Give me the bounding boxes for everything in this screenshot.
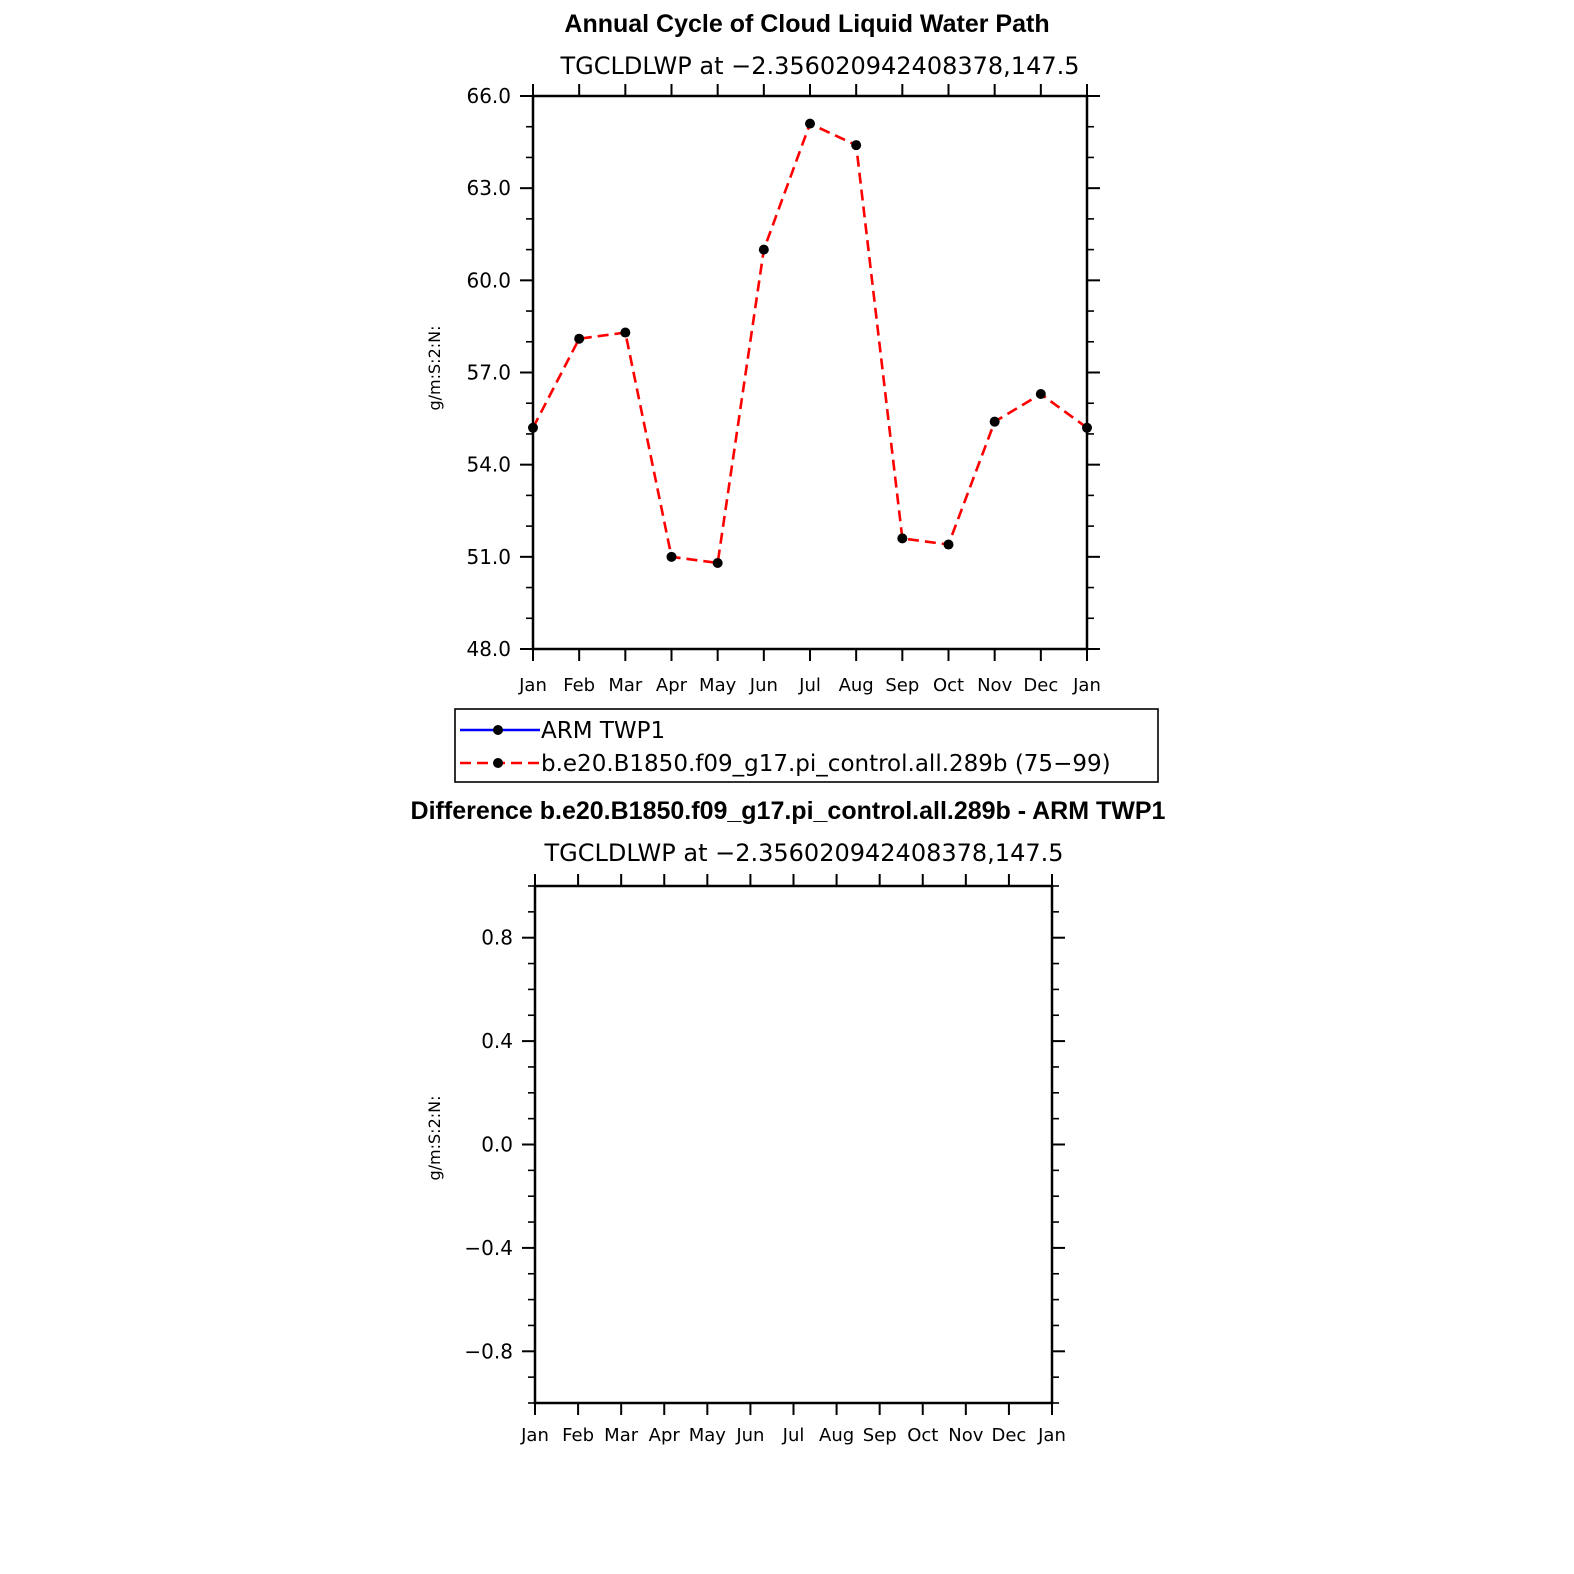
legend-marker-arm bbox=[493, 725, 503, 735]
legend-label-arm: ARM TWP1 bbox=[541, 718, 666, 744]
x-tick-label: Nov bbox=[977, 675, 1013, 696]
data-point bbox=[574, 334, 584, 344]
data-point bbox=[713, 558, 723, 568]
legend-marker-model bbox=[493, 758, 503, 768]
series-line bbox=[533, 124, 1087, 563]
data-point bbox=[851, 140, 861, 150]
y-tick-label: 66.0 bbox=[466, 84, 511, 108]
x-tick-label: Jul bbox=[799, 675, 821, 696]
y-tick-label: 0.8 bbox=[481, 925, 513, 950]
x-tick-label: Nov bbox=[948, 1425, 984, 1446]
y-tick-label: 54.0 bbox=[466, 452, 511, 477]
y-axis-label: g/m:S:2:N: bbox=[425, 325, 444, 411]
plot-frame bbox=[535, 886, 1052, 1403]
x-tick-label: Sep bbox=[862, 1425, 897, 1446]
data-point bbox=[528, 423, 538, 433]
x-tick-label: Apr bbox=[648, 1425, 680, 1446]
chart-title: Annual Cycle of Cloud Liquid Water Path bbox=[564, 10, 1050, 38]
data-point bbox=[620, 328, 630, 338]
data-point bbox=[990, 417, 1000, 427]
y-tick-label: 51.0 bbox=[466, 544, 511, 569]
data-point bbox=[944, 540, 954, 550]
x-tick-label: Sep bbox=[885, 675, 920, 696]
data-point bbox=[1082, 423, 1092, 433]
chart-subtitle: TGCLDLWP at −2.356020942408378,147.5 bbox=[560, 52, 1080, 80]
x-tick-label: Oct bbox=[907, 1425, 939, 1446]
x-tick-label: Jul bbox=[782, 1425, 805, 1446]
x-tick-label: Aug bbox=[819, 1425, 855, 1446]
difference-chart bbox=[411, 797, 1166, 1446]
x-tick-label: Feb bbox=[562, 1425, 595, 1446]
x-tick-label: Jan bbox=[519, 675, 547, 696]
data-point bbox=[897, 533, 907, 543]
chart-subtitle: TGCLDLWP at −2.356020942408378,147.5 bbox=[544, 839, 1064, 867]
x-tick-label: Apr bbox=[655, 675, 688, 696]
x-tick-label: Jan bbox=[1073, 675, 1101, 696]
legend bbox=[455, 709, 1158, 782]
data-point bbox=[1036, 389, 1046, 399]
plot-frame bbox=[533, 96, 1087, 649]
y-tick-label: 0.4 bbox=[481, 1029, 513, 1054]
y-tick-label: 48.0 bbox=[466, 637, 511, 661]
y-tick-label: 60.0 bbox=[466, 268, 511, 293]
chart-title: Difference b.e20.B1850.f09_g17.pi_control.all.289b - ARM TWP1 bbox=[410, 797, 1166, 825]
x-tick-label: Aug bbox=[838, 675, 874, 696]
y-tick-label: −0.8 bbox=[464, 1339, 513, 1364]
data-point bbox=[759, 245, 769, 255]
x-tick-label: May bbox=[688, 1425, 726, 1446]
y-tick-label: 0.0 bbox=[481, 1132, 513, 1157]
x-tick-label: Mar bbox=[608, 675, 643, 696]
x-tick-label: Jun bbox=[736, 1425, 765, 1446]
plot-area bbox=[466, 84, 1100, 696]
y-tick-label: 57.0 bbox=[466, 360, 511, 385]
plot-area bbox=[464, 874, 1065, 1446]
x-tick-label: Mar bbox=[604, 1425, 639, 1446]
x-tick-label: Oct bbox=[932, 675, 965, 696]
x-tick-label: Feb bbox=[563, 675, 596, 696]
x-tick-label: May bbox=[699, 675, 737, 696]
x-tick-label: Dec bbox=[1023, 675, 1059, 696]
x-tick-label: Dec bbox=[991, 1425, 1027, 1446]
legend-item-model bbox=[460, 751, 1111, 777]
x-tick-label: Jan bbox=[521, 1425, 549, 1446]
y-axis-label: g/m:S:2:N: bbox=[425, 1095, 444, 1181]
annual-cycle-chart bbox=[425, 10, 1101, 696]
legend-label-model: b.e20.B1850.f09_g17.pi_control.all.289b (75−99) bbox=[541, 751, 1111, 777]
data-point bbox=[667, 552, 677, 562]
data-point bbox=[805, 119, 815, 129]
x-tick-label: Jun bbox=[749, 675, 778, 696]
x-tick-label: Jan bbox=[1038, 1425, 1066, 1446]
y-tick-label: 63.0 bbox=[466, 176, 511, 201]
y-tick-label: −0.4 bbox=[464, 1235, 513, 1260]
